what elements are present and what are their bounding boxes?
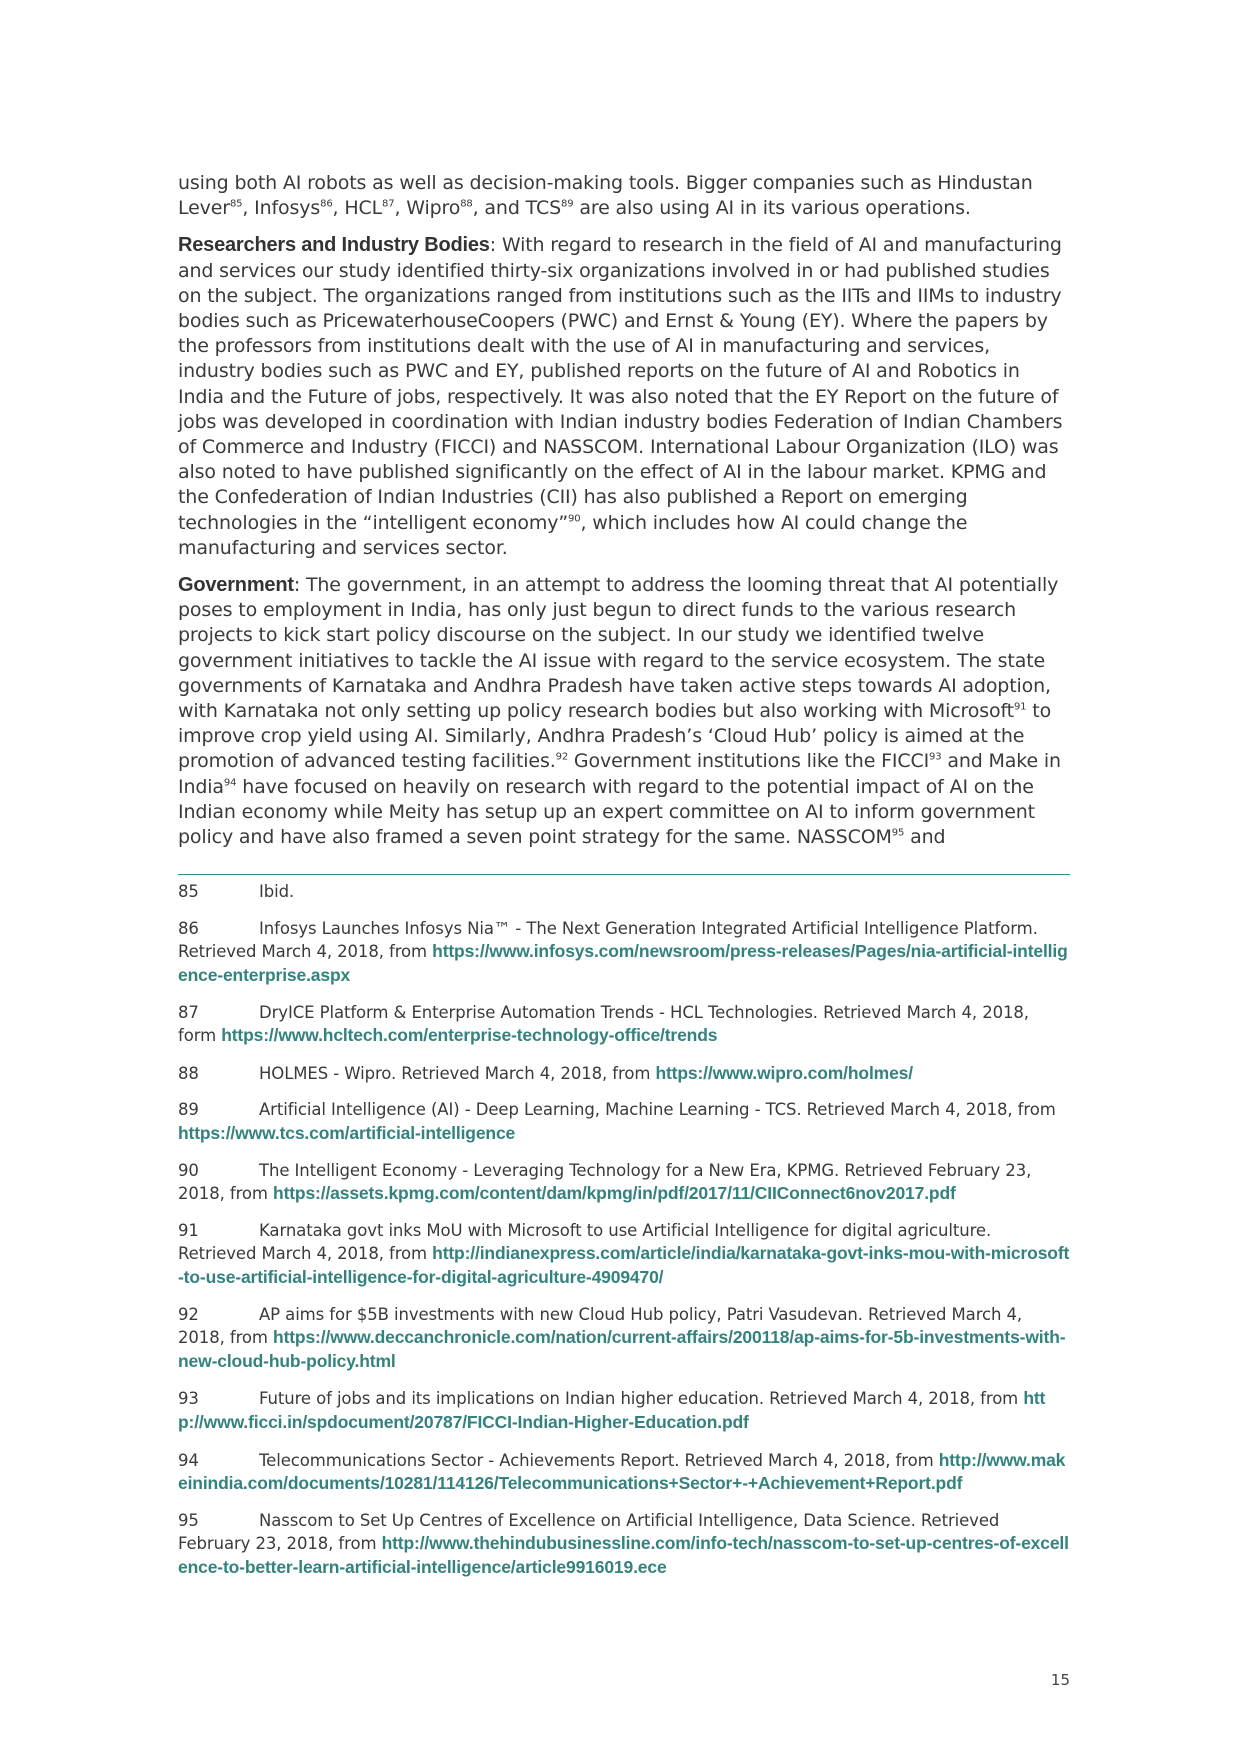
footnote-number: 93 [178,1389,199,1409]
footnote-ref-85[interactable]: 85 [229,198,243,210]
footnote-ref-87[interactable]: 87 [382,198,395,210]
footnote-94 [178,1449,1070,1496]
footnote-90 [178,1160,1070,1206]
paragraph-text: : The government, in an attempt to address the looming threat that AI potentially poses to employment in India, has only just begun to direct funds to the various research projects to kick start policy discourse on the subject. In our study we identified twelve government initiatives to tackle the AI issue with regard to the service ecosystem. The state governments of Karnataka and Andhra Pradesh have taken active steps towards AI adoption, with Karnataka not only setting up policy research bodies but also working with Microsoft [178,574,1059,723]
footnote-ref-92[interactable]: 92 [555,752,569,764]
footnote-link[interactable]: http://www.makeinindia.com/documents/10281/114126/Telecommunications+Sector+-+Achievement+Report.pdf [178,1449,1066,1494]
footnote-link[interactable]: https://www.hcltech.com/enterprise-technology-office/trends [221,1025,718,1046]
footnote-link[interactable]: https://www.deccanchronicle.com/nation/current-affairs/200118/ap-aims-for-5b-investments-with-new-cloud-hub-policy.html [178,1327,1066,1371]
page-number: 15 [1050,1671,1070,1689]
footnote-ref-93[interactable]: 93 [929,752,942,764]
footnote-ref-89[interactable]: 89 [561,198,574,210]
footnote-link[interactable]: https://assets.kpmg.com/content/dam/kpmg/in/pdf/2017/11/CIIConnect6nov2017.pdf [273,1183,956,1204]
footnote-ref-95[interactable]: 95 [891,827,905,839]
footnote-number: 95 [178,1510,199,1530]
footnote-95 [178,1510,1070,1580]
paragraph-researchers [178,233,1070,561]
paragraph-text: Government institutions like the FICCI [568,750,930,773]
paragraph-text: : With regard to research in the field of AI and manufacturing and services our study identified thirty-six organizations involved in or had published studies on the subject. The organizations ranged from institutions such as the IITs and IIMs to industry bodies such as PricewaterhouseCoopers (PWC) and Ernst & Young (EY). Where the papers by the professors from institutions dealt with the use of AI in manufacturing and services, industry bodies such as PWC and EY, published reports on the future of AI and Robotics in India and the Future of jobs, respectively. It was also noted that the EY Report on the future of jobs was developed in coordination with Indian industry bodies Federation of Indian Chambers of Commerce and Industry (FICCI) and NASSCOM. International Labour Organization (ILO) was also noted to have published significantly on the effect of AI in the labour market. KPMG and the Confederation of Indian Industries (CII) has also published a Report on emerging technologies in the “intelligent economy” [178,234,1063,534]
paragraph-government [178,573,1070,850]
paragraph-text: using both AI robots as well as decision-making tools. Bigger companies such as Hindustan Lever [178,172,1033,220]
paragraph-text: and Make in India [178,750,1061,798]
footnote-number: 87 [178,1002,199,1022]
paragraph-text: , which includes how AI could change the manufacturing and services sector. [178,511,968,559]
footnote-ref-88[interactable]: 88 [460,198,473,210]
footnote-91 [178,1220,1070,1290]
footnote-text: DryICE Platform & Enterprise Automation Trends - HCL Technologies. Retrieved March 4, 2018, form [178,1002,1029,1046]
footnote-number: 89 [178,1100,199,1120]
paragraph-text: , HCL [332,197,383,220]
paragraph-text: , Wipro [394,197,461,220]
footnote-ref-90[interactable]: 90 [568,513,581,525]
footnote-text: Nasscom to Set Up Centres of Excellence on Artificial Intelligence, Data Science. Retrieved February 23, 2018, from [178,1510,1000,1554]
footnote-link[interactable]: https://www.tcs.com/artificial-intelligence [178,1123,516,1144]
section-heading-researchers: Researchers and Industry Bodies [178,234,490,257]
footnote-link[interactable]: https://www.infosys.com/newsroom/press-releases/Pages/nia-artificial-intelligence-enterprise.aspx [178,941,1068,986]
paragraph-text: to improve crop yield using AI. Similarly, Andhra Pradesh’s ‘Cloud Hub’ policy is aimed at the promotion of advanced testing facilities. [178,700,1052,773]
footnote-text: HOLMES - Wipro. Retrieved March 4, 2018, from [259,1063,656,1083]
page-content [178,171,1070,1594]
footnote-text: Telecommunications Sector - Achievements Report. Retrieved March 4, 2018, from [259,1450,939,1470]
footnote-link[interactable]: http://indianexpress.com/article/india/karnataka-govt-inks-mou-with-microsoft-to-use-artificial-intelligence-for-digital-agriculture-4909470/ [178,1243,1070,1287]
paragraph-text: , and TCS [472,197,561,220]
paragraph-text: have focused on heavily on research with regard to the potential impact of AI on the Indian economy while Meity has setup up an expert committee on AI to inform government policy and have also framed a seven point strategy for the same. NASSCOM [178,775,1035,849]
footnote-text: Ibid. [259,882,295,902]
paragraph-companies [178,171,1070,221]
section-heading-government: Government [178,574,294,597]
footnote-text: Future of jobs and its implications on Indian higher education. Retrieved March 4, 2018, from [259,1389,1024,1409]
footnote-number: 94 [178,1450,199,1470]
footnote-86 [178,918,1070,988]
footnotes-list [178,881,1070,1579]
footnote-link[interactable]: http://www.thehindubusinessline.com/info-tech/nasscom-to-set-up-centres-of-excellence-to-better-learn-artificial-intelligence/article9916019.ece [178,1533,1069,1577]
footnote-number: 91 [178,1220,199,1240]
paragraph-text: , Infosys [242,197,321,220]
footnote-text: Artificial Intelligence (AI) - Deep Learning, Machine Learning - TCS. Retrieved March 4, 2018, from [259,1100,1056,1120]
footnote-93 [178,1387,1070,1434]
footnote-number: 90 [178,1160,199,1180]
footnote-ref-91[interactable]: 91 [1013,701,1027,713]
footnote-divider [178,874,1070,875]
footnote-text: The Intelligent Economy - Leveraging Technology for a New Era, KPMG. Retrieved February 23, 2018, from [178,1160,1032,1204]
footnote-87 [178,1002,1070,1048]
footnote-ref-86[interactable]: 86 [320,198,333,210]
footnote-89 [178,1099,1070,1145]
footnote-number: 92 [178,1304,199,1324]
footnote-text: Infosys Launches Infosys Nia™ - The Next Generation Integrated Artificial Intelligence Platform. Retrieved March 4, 2018, from [178,918,1038,962]
footnote-link[interactable]: https://www.wipro.com/holmes/ [655,1062,913,1083]
footnote-85 [178,881,1070,904]
footnote-ref-94[interactable]: 94 [223,777,237,789]
footnote-link[interactable]: http://www.ficci.in/spdocument/20787/FICCI-Indian-Higher-Education.pdf [178,1388,1046,1432]
footnote-88 [178,1062,1070,1086]
footnote-text: Karnataka govt inks MoU with Microsoft to use Artificial Intelligence for digital agriculture. Retrieved March 4, 2018, from [178,1220,992,1264]
paragraph-text: are also using AI in its various operations. [573,197,971,220]
footnote-number: 88 [178,1063,199,1083]
footnote-text: AP aims for $5B investments with new Cloud Hub policy, Patri Vasudevan. Retrieved March 4, 2018, from [178,1304,1023,1348]
footnote-92 [178,1304,1070,1374]
footnote-number: 86 [178,918,199,938]
paragraph-text: and [904,826,946,849]
footnote-number: 85 [178,882,199,902]
